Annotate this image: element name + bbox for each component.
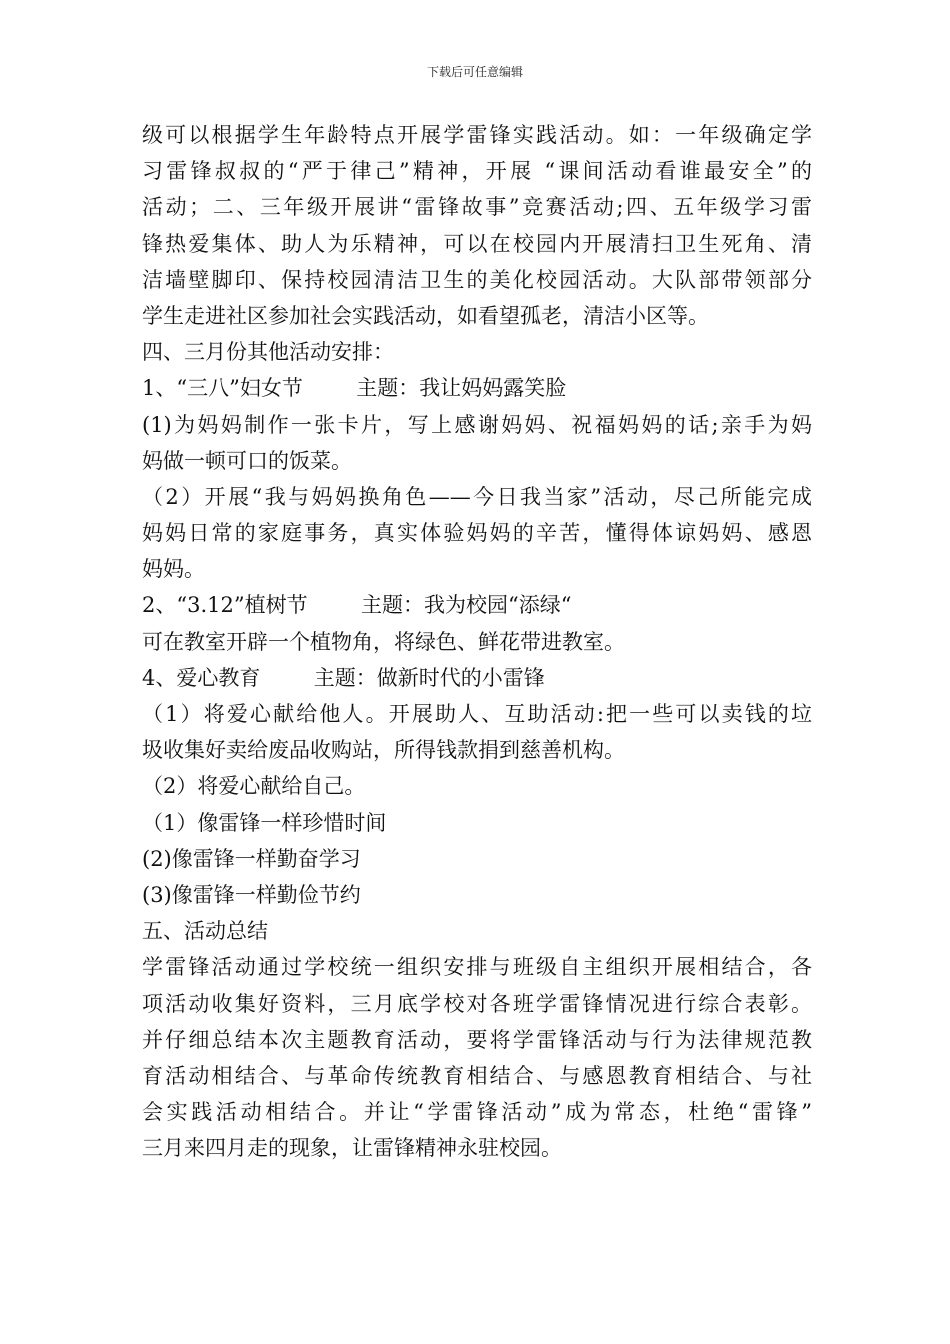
text-line: 四、三月份其他活动安排： <box>142 340 394 365</box>
text-line: 并仔细总结本次主题教育活动，要将学雷锋活动与行为法律规范教 <box>142 1027 812 1052</box>
text-line: (2)像雷锋一样勤奋学习 <box>142 846 361 871</box>
text-line: 妈妈日常的家庭事务，真实体验妈妈的辛苦，懂得体谅妈妈、感恩 <box>142 521 812 546</box>
text-line: 1、“三八”妇女节 主题：我让妈妈露笑脸 <box>142 376 567 401</box>
text-line: 育活动相结合、与革命传统教育相结合、与感恩教育相结合、与社 <box>142 1063 812 1088</box>
text-line: 学生走进社区参加社会实践活动，如看望孤老，清洁小区等。 <box>142 303 709 328</box>
document-body <box>142 117 812 1166</box>
text-line: (3)像雷锋一样勤俭节约 <box>142 882 361 907</box>
text-line: 4、爱心教育 主题：做新时代的小雷锋 <box>142 665 545 690</box>
text-line: 活动；二、三年级开展讲“雷锋故事”竞赛活动;四、五年级学习雷 <box>142 195 812 220</box>
text-line: 可在教室开辟一个植物角，将绿色、鲜花带进教室。 <box>142 629 625 654</box>
text-line: （2）开展“我与妈妈换角色——今日我当家”活动，尽己所能完成 <box>142 484 812 509</box>
text-line: (1)为妈妈制作一张卡片，写上感谢妈妈、祝福妈妈的话;亲手为妈 <box>142 412 812 437</box>
text-line: 三月来四月走的现象，让雷锋精神永驻校园。 <box>142 1136 562 1161</box>
page-header: 下载后可任意编辑 <box>426 65 523 79</box>
text-line: （1）像雷锋一样珍惜时间 <box>142 810 387 835</box>
text-line: 级可以根据学生年龄特点开展学雷锋实践活动。如：一年级确定学 <box>142 123 812 147</box>
text-line: 妈妈。 <box>142 557 205 582</box>
text-line: 圾收集好卖给废品收购站，所得钱款捐到慈善机构。 <box>142 738 625 763</box>
text-line: （2）将爱心献给自己。 <box>142 774 366 799</box>
text-line: 学雷锋活动通过学校统一组织安排与班级自主组织开展相结合，各 <box>142 955 812 980</box>
text-line: 习雷锋叔叔的“严于律己”精神，开展 “课间活动看谁最安全”的 <box>142 159 812 184</box>
text-line: 锋热爱集体、助人为乐精神，可以在校园内开展清扫卫生死角、清 <box>142 231 812 256</box>
text-line: 洁墙壁脚印、保持校园清洁卫生的美化校园活动。大队部带领部分 <box>142 267 812 292</box>
text-line: 2、“3.12”植树节 主题：我为校园“添绿“ <box>142 593 572 618</box>
text-line: （1）将爱心献给他人。开展助人、互助活动:把一些可以卖钱的垃 <box>142 702 812 726</box>
text-line: 妈做一顿可口的饭菜。 <box>142 448 352 473</box>
text-line: 会实践活动相结合。并让“学雷锋活动”成为常态，杜绝“雷锋” <box>142 1100 812 1125</box>
text-line: 项活动收集好资料，三月底学校对各班学雷锋情况进行综合表彰。 <box>142 991 812 1016</box>
text-line: 五、活动总结 <box>142 919 268 944</box>
